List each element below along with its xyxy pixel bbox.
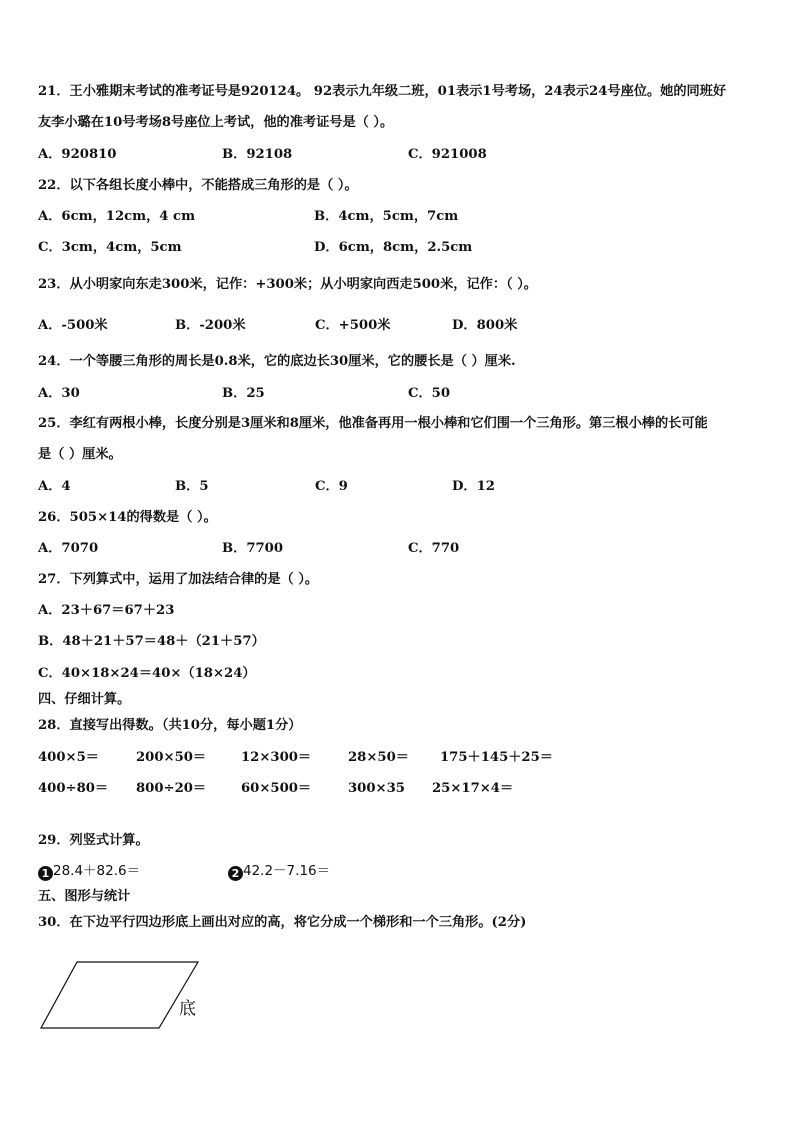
q28-r2-item2: 800÷20＝: [136, 781, 207, 796]
q28-r2-item3: 60×500＝: [241, 781, 312, 796]
q24-option-b: B．25: [222, 386, 265, 401]
q23-option-b: B．-200米: [175, 318, 246, 333]
q22-stem: 22．以下各组长度小棒中，不能搭成三角形的是（ ）。: [38, 178, 358, 193]
q25-line2: 是（ ）厘米。: [38, 447, 122, 462]
parallelogram-shape: [41, 962, 198, 1028]
section-five-heading: 五、图形与统计: [38, 889, 131, 904]
q27-option-c: C．40×18×24＝40×（18×24）: [38, 666, 256, 681]
q29-stem: 29．列竖式计算。: [38, 833, 149, 848]
q30-stem: 30．在下边平行四边形底上画出对应的高，将它分成一个梯形和一个三角形。(2分): [38, 915, 527, 930]
q21-option-c: C．921008: [408, 147, 487, 162]
q24-option-c: C．50: [408, 386, 451, 401]
q28-r1-item3: 12×300＝: [241, 750, 312, 765]
q25-option-a: A．4: [38, 479, 71, 494]
q28-r1-item4: 28×50＝: [348, 750, 409, 765]
q23-stem: 23．从小明家向东走300米，记作：+300米；从小明家向西走500米，记作：（ ）。: [38, 277, 537, 292]
q24-stem: 24．一个等腰三角形的周长是0.8米，它的底边长30厘米，它的腰长是（ ）厘米.: [38, 354, 516, 369]
q22-option-b: B．4cm，5cm，7cm: [314, 209, 459, 224]
q25-option-b: B．5: [175, 479, 209, 494]
q28-r1-item2: 200×50＝: [136, 750, 207, 765]
q22-option-a: A．6cm，12cm，4 cm: [38, 209, 196, 224]
q23-option-d: D．800米: [452, 318, 518, 333]
q24-option-a: A．30: [38, 386, 80, 401]
q28-r1-item5: 175＋145＋25＝: [440, 750, 553, 765]
q26-option-c: C．770: [408, 541, 460, 556]
q28-stem: 28．直接写出得数。（共10分，每小题1分）: [38, 718, 302, 733]
q27-option-a: A．23＋67＝67＋23: [38, 603, 175, 618]
q26-option-b: B．7700: [222, 541, 284, 556]
base-label: 底: [179, 999, 196, 1019]
q22-option-d: D．6cm，8cm，2.5cm: [314, 240, 473, 255]
q25-option-d: D．12: [452, 479, 495, 494]
q26-stem: 26．505×14的得数是（ ）。: [38, 510, 217, 525]
q21-option-a: A．920810: [38, 147, 117, 162]
q28-r2-item5: 25×17×4＝: [432, 781, 514, 796]
q21-line1: 21．王小雅期末考试的准考证号是920124。 92表示九年级二班，01表示1号考场，24表示24号座位。她的同班好: [38, 84, 727, 99]
q22-option-c: C．3cm，4cm，5cm: [38, 240, 182, 255]
q29-expr-2: 42.2－7.16＝: [243, 863, 331, 879]
circled-number-2: 2: [228, 866, 243, 881]
q23-option-c: C．+500米: [315, 318, 391, 333]
q21-option-b: B．92108: [222, 147, 293, 162]
section-four-heading: 四、仔细计算。: [38, 692, 131, 707]
q27-option-b: B．48＋21＋57＝48＋（21＋57）: [38, 634, 265, 649]
q28-r2-item4: 300×35: [348, 781, 405, 796]
q29-expr-1: 28.4＋82.6＝: [53, 863, 141, 879]
q25-line1: 25．李红有两根小棒，长度分别是3厘米和8厘米，他准备再用一根小棒和它们围一个三角形。第三根小棒的长可能: [38, 416, 708, 431]
q27-stem: 27．下列算式中，运用了加法结合律的是（ ）。: [38, 572, 319, 587]
q21-line2: 友李小璐在10号考场8号座位上考试，他的准考证号是（ ）。: [38, 115, 394, 130]
circled-number-1: 1: [38, 866, 53, 881]
q23-option-a: A．-500米: [38, 318, 108, 333]
q25-option-c: C．9: [315, 479, 348, 494]
q28-r1-item1: 400×5＝: [38, 750, 99, 765]
q26-option-a: A．7070: [38, 541, 99, 556]
q28-r2-item1: 400÷80＝: [38, 781, 109, 796]
